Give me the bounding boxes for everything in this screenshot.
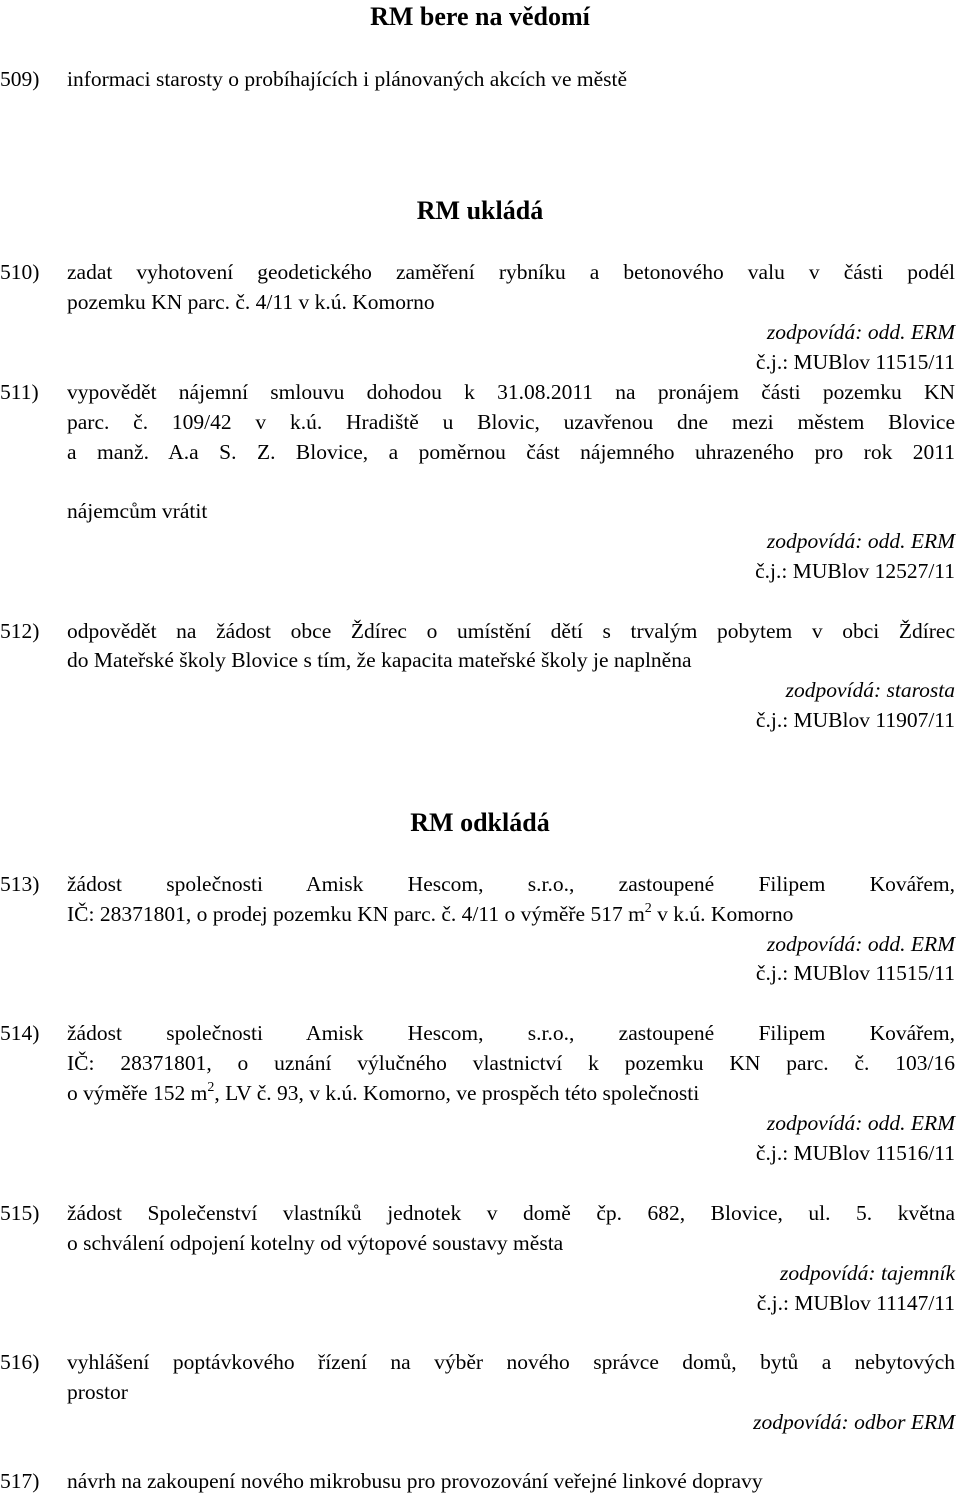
item-513-reference: č.j.: MUBlov 11515/11 bbox=[755, 961, 955, 985]
item-512-responsible: zodpovídá: starosta bbox=[785, 678, 955, 702]
item-511-responsible: zodpovídá: odd. ERM bbox=[766, 529, 955, 553]
item-517-number: 517) bbox=[0, 1469, 40, 1493]
item-510-responsible: zodpovídá: odd. ERM bbox=[766, 320, 955, 344]
item-514-superscript: 2 bbox=[207, 1080, 215, 1095]
item-511-text-line-2: parc. č. 109/42 v k.ú. Hradiště u Blovic, uzavřenou dne mezi městem Blovice bbox=[67, 410, 955, 434]
item-511-text-line-3: a manž. A.a S. Z. Blovice, a poměrnou část nájemného uhrazeného pro rok 2011 bbox=[67, 440, 955, 464]
item-512-reference: č.j.: MUBlov 11907/11 bbox=[755, 708, 955, 732]
item-514-responsible: zodpovídá: odd. ERM bbox=[766, 1111, 955, 1135]
section-heading-bere: RM bere na vědomí bbox=[370, 2, 590, 31]
item-514-text-line-3b: , LV č. 93, v k.ú. Komorno, ve prospěch této společnosti bbox=[214, 1081, 700, 1105]
item-512-text-line-1: odpovědět na žádost obce Ždírec o umístění dětí s trvalým pobytem v obci Ždírec bbox=[67, 619, 955, 643]
item-513-number: 513) bbox=[0, 872, 40, 896]
item-511-reference: č.j.: MUBlov 12527/11 bbox=[755, 559, 955, 583]
item-514-text-line-3 bbox=[67, 1078, 955, 1108]
item-515-text-line-1: žádost Společenství vlastníků jednotek v domě čp. 682, Blovice, ul. 5. května bbox=[67, 1201, 955, 1225]
item-511-number: 511) bbox=[0, 380, 39, 404]
item-513-text-line-2b: v k.ú. Komorno bbox=[651, 902, 794, 926]
item-514-text-line-2: IČ: 28371801, o uznání výlučného vlastnictví k pozemku KN parc. č. 103/16 bbox=[67, 1051, 955, 1075]
item-512-number: 512) bbox=[0, 619, 40, 643]
item-514-reference: č.j.: MUBlov 11516/11 bbox=[755, 1141, 955, 1165]
item-516-text-line-1: vyhlášení poptávkového řízení na výběr nového správce domů, bytů a nebytových bbox=[67, 1350, 955, 1374]
item-510-number: 510) bbox=[0, 260, 40, 284]
item-513-responsible: zodpovídá: odd. ERM bbox=[766, 932, 955, 956]
item-513-superscript: 2 bbox=[644, 901, 652, 916]
item-516-text-line-2: prostor bbox=[67, 1380, 128, 1404]
item-510-reference: č.j.: MUBlov 11515/11 bbox=[755, 350, 955, 374]
item-515-responsible: zodpovídá: tajemník bbox=[780, 1261, 955, 1285]
item-510-text-line-1: zadat vyhotovení geodetického zaměření rybníku a betonového valu v části podél bbox=[67, 260, 955, 284]
item-513-text-line-2 bbox=[67, 899, 955, 929]
item-514-text-line-1: žádost společnosti Amisk Hescom, s.r.o., zastoupené Filipem Kovářem, bbox=[67, 1021, 955, 1045]
item-510-text-line-2: pozemku KN parc. č. 4/11 v k.ú. Komorno bbox=[67, 290, 435, 314]
item-511-text-line-4: nájemcům vrátit bbox=[67, 499, 208, 523]
item-515-number: 515) bbox=[0, 1201, 40, 1225]
section-heading-uklada: RM ukládá bbox=[416, 196, 544, 225]
item-511-text-line-1: vypovědět nájemní smlouvu dohodou k 31.08.2011 na pronájem části pozemku KN bbox=[67, 380, 955, 404]
item-509-text: informaci starosty o probíhajících i plánovaných akcích ve městě bbox=[67, 67, 628, 91]
item-512-text-line-2: do Mateřské školy Blovice s tím, že kapacita mateřské školy je naplněna bbox=[67, 648, 692, 672]
item-514-text-line-3a: o výměře 152 m bbox=[67, 1081, 208, 1105]
item-514-number: 514) bbox=[0, 1021, 40, 1045]
item-509-number: 509) bbox=[0, 67, 40, 91]
section-heading-odklada: RM odkládá bbox=[410, 808, 550, 837]
item-515-reference: č.j.: MUBlov 11147/11 bbox=[756, 1291, 955, 1315]
item-513-text-line-2a: IČ: 28371801, o prodej pozemku KN parc. č. 4/11 o výměře 517 m bbox=[67, 902, 645, 926]
item-515-text-line-2: o schválení odpojení kotelny od výtopové soustavy města bbox=[67, 1231, 564, 1255]
item-517-text: návrh na zakoupení nového mikrobusu pro provozování veřejné linkové dopravy bbox=[67, 1469, 763, 1493]
item-516-number: 516) bbox=[0, 1350, 40, 1374]
item-513-text-line-1: žádost společnosti Amisk Hescom, s.r.o., zastoupené Filipem Kovářem, bbox=[67, 872, 955, 896]
item-516-responsible: zodpovídá: odbor ERM bbox=[753, 1410, 955, 1434]
